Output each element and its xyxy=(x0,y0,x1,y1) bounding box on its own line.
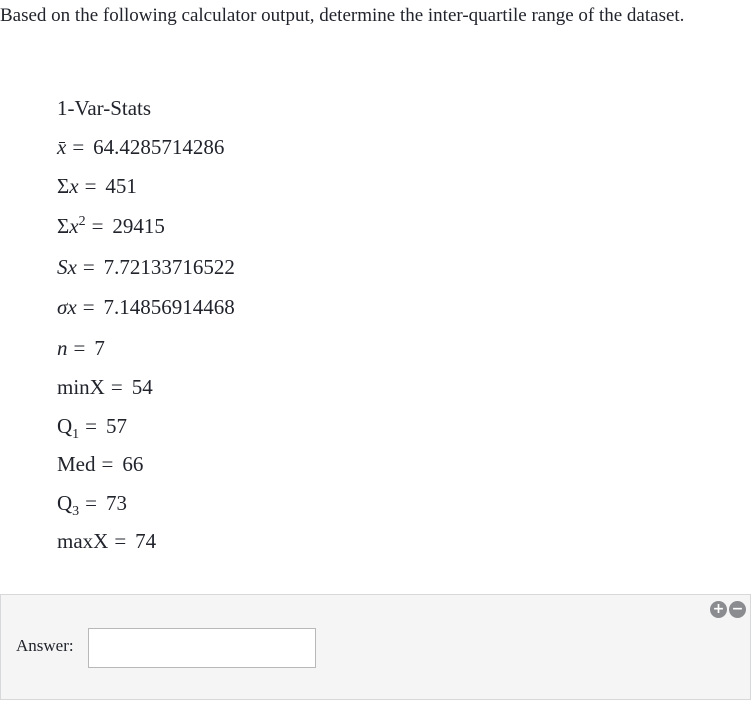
sum-x2-line xyxy=(57,212,165,240)
equals-sign: = xyxy=(85,491,98,515)
stats-heading: 1-Var-Stats xyxy=(57,96,152,120)
equals-sign: = xyxy=(72,135,85,159)
q3-label: Q xyxy=(57,491,73,515)
q3-value: 73 xyxy=(106,491,128,515)
equals-sign: = xyxy=(101,452,114,476)
sx-line xyxy=(57,253,235,281)
mean-value: 64.4285714286 xyxy=(93,135,225,159)
answer-panel xyxy=(0,594,751,700)
question-text: Based on the following calculator output, determine the inter-quartile range of the dataset. xyxy=(0,5,685,26)
sum-x-value: 451 xyxy=(105,174,137,198)
sigma-x-value: 7.14856914468 xyxy=(103,295,235,319)
minx-value: 54 xyxy=(131,375,153,399)
q1-subscript: 1 xyxy=(72,427,80,442)
n-value: 7 xyxy=(94,336,105,360)
answer-label: Answer: xyxy=(16,636,74,655)
mean-symbol: x xyxy=(57,135,67,159)
equals-sign: = xyxy=(82,295,95,319)
sum-symbol: Σ xyxy=(57,214,70,238)
minx-line xyxy=(57,373,153,401)
equals-sign: = xyxy=(82,255,95,279)
sum-x2-value: 29415 xyxy=(112,214,165,238)
equals-sign: = xyxy=(85,414,98,438)
mean-line xyxy=(57,133,224,161)
sigma-x-line xyxy=(57,293,235,321)
answer-input[interactable] xyxy=(88,628,316,668)
q1-value: 57 xyxy=(106,414,128,438)
equals-sign: = xyxy=(73,336,86,360)
median-value: 66 xyxy=(122,452,144,476)
median-label: Med xyxy=(57,452,96,476)
minus-icon[interactable]: − xyxy=(729,601,746,618)
equals-sign: = xyxy=(84,174,97,198)
median-line xyxy=(57,450,143,478)
equals-sign: = xyxy=(110,375,123,399)
q3-subscript: 3 xyxy=(72,504,80,519)
q1-line xyxy=(57,412,127,440)
q1-label: Q xyxy=(57,414,73,438)
maxx-label: maxX xyxy=(57,529,109,553)
sum-x-line xyxy=(57,172,137,200)
sum-symbol: Σ xyxy=(57,174,70,198)
n-line xyxy=(57,334,105,362)
minx-label: minX xyxy=(57,375,105,399)
q3-line xyxy=(57,489,127,517)
maxx-line xyxy=(57,527,156,555)
equals-sign: = xyxy=(91,214,104,238)
sx-value: 7.72133716522 xyxy=(103,255,235,279)
n-symbol: n xyxy=(57,336,68,360)
sum-x2-exponent: 2 xyxy=(78,214,86,229)
sigma-x-symbol: σx xyxy=(57,295,77,319)
maxx-value: 74 xyxy=(135,529,157,553)
sx-symbol: Sx xyxy=(57,255,77,279)
plus-icon[interactable]: + xyxy=(710,601,727,618)
equals-sign: = xyxy=(114,529,127,553)
sum-x2-var: x xyxy=(69,214,79,238)
sum-x-var: x xyxy=(69,174,79,198)
